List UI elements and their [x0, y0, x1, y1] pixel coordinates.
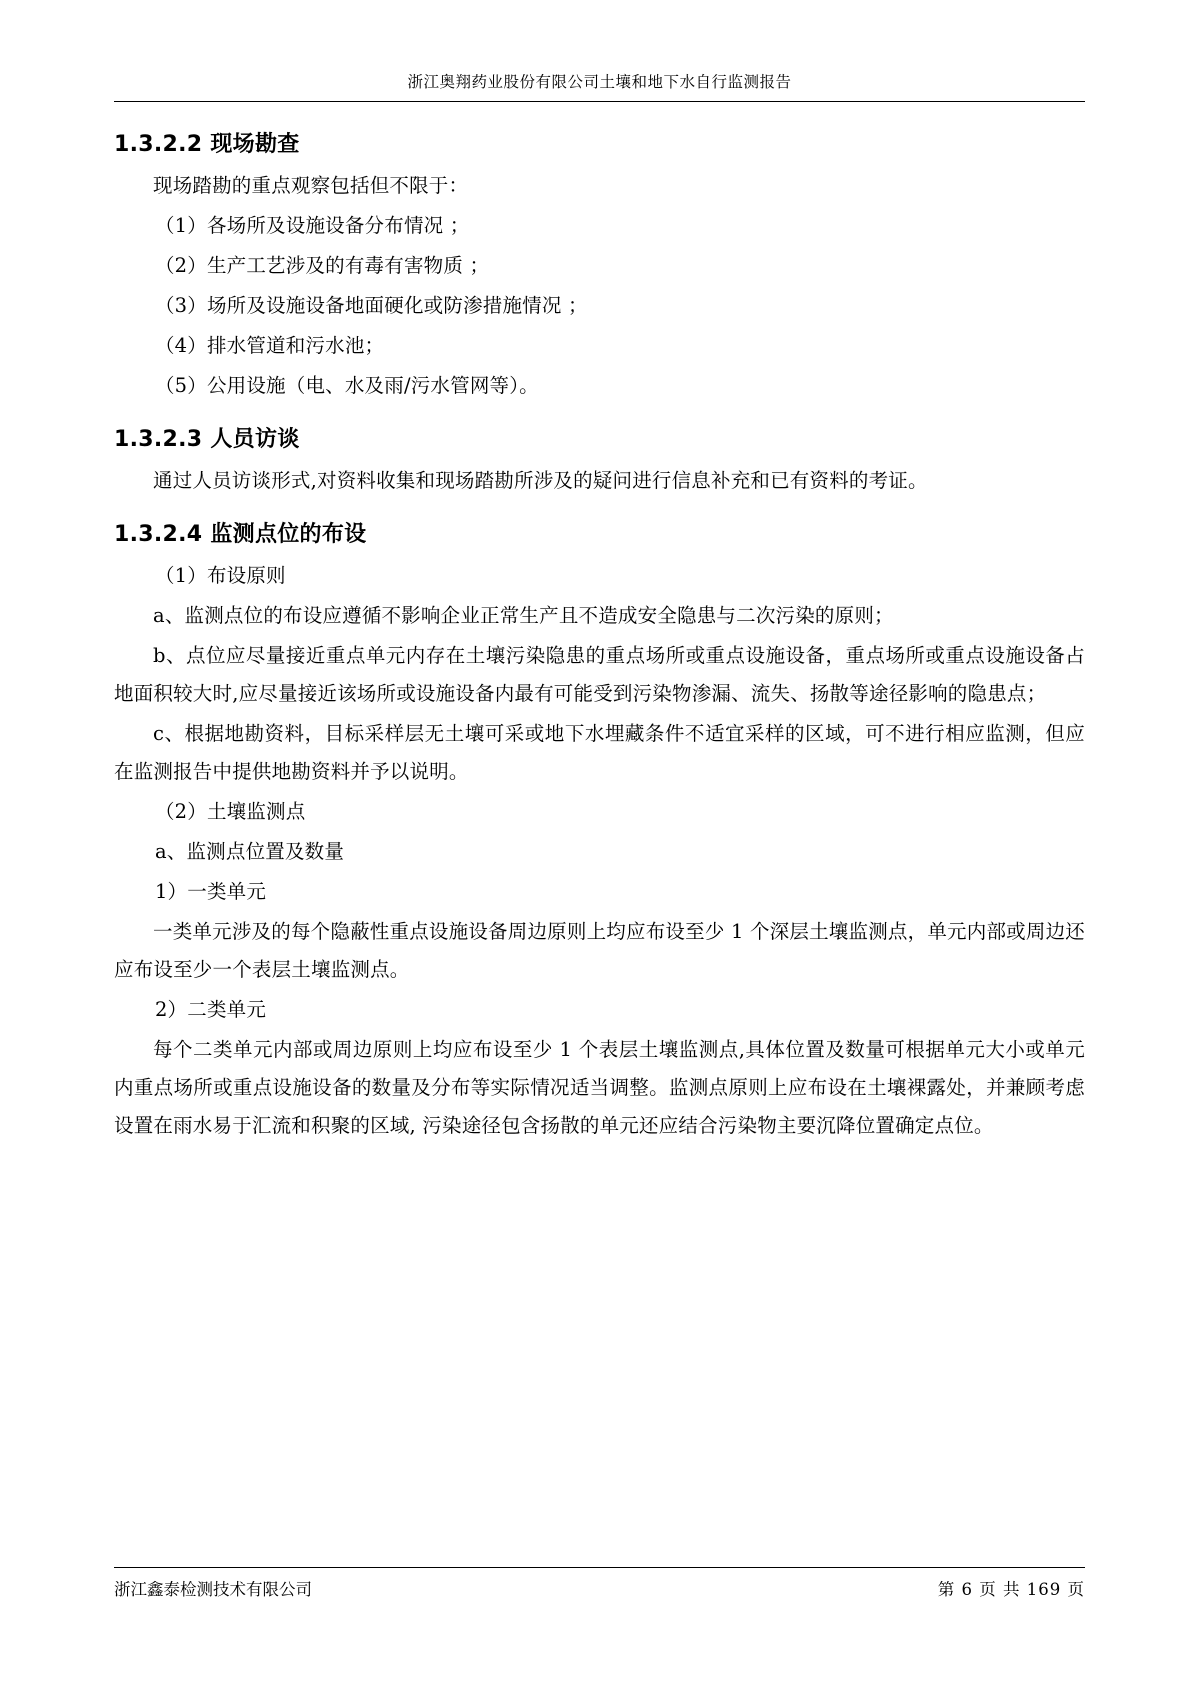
paragraph: 现场踏勘的重点观察包括但不限于： [153, 174, 469, 197]
list-item: （2）土壤监测点 [154, 800, 306, 824]
page-content [114, 70, 1085, 1147]
paragraph: 一类单元涉及的每个隐蔽性重点设施设备周边原则上均应布设至少 1 个深层土壤监测点，单元内部或周边还应布设至少一个表层土壤监测点。 [114, 920, 1085, 982]
page-footer [114, 1567, 1085, 1600]
list-item: （4）排水管道和污水池； [154, 334, 385, 358]
list-item: （2）生产工艺涉及的有毒有害物质 ； [154, 254, 490, 278]
list-item: （5）公用设施（电、水及雨/污水管网等）。 [154, 374, 539, 398]
paragraph: b、点位应尽量接近重点单元内存在土壤污染隐患的重点场所或重点设施设备，重点场所或重点设施设备占地面积较大时,应尽量接近该场所或设施设备内最有可能受到污染物渗漏、流失、扬散等途径影响的隐患点； [114, 644, 1085, 706]
footer-page-prefix: 第 [937, 1580, 956, 1599]
list-item: 1）一类单元 [154, 880, 267, 904]
footer-page-number [938, 1576, 1085, 1600]
list-item: （1）各场所及设施设备分布情况 ； [154, 214, 470, 238]
heading-1-3-2-4: 1.3.2.4 监测点位的布设 [114, 522, 367, 548]
list-item: （3）场所及设施设备地面硬化或防渗措施情况 ； [154, 294, 588, 318]
heading-1-3-2-2: 1.3.2.2 现场勘查 [114, 132, 300, 157]
list-item: a、监测点位置及数量 [154, 840, 345, 864]
footer-company: 浙江鑫泰检测技术有限公司 [114, 1580, 312, 1599]
list-item: （1）布设原则 [154, 564, 286, 588]
paragraph: 通过人员访谈形式,对资料收集和现场踏勘所涉及的疑问进行信息补充和已有资料的考证。 [153, 469, 928, 493]
document-body [114, 102, 1085, 1145]
footer-total-pages: 169 [1026, 1580, 1062, 1599]
paragraph: c、根据地勘资料，目标采样层无土壤可采或地下水埋藏条件不适宜采样的区域，可不进行相应监测，但应在监测报告中提供地勘资料并予以说明。 [114, 722, 1085, 784]
paragraph: a、监测点位的布设应遵循不影响企业正常生产且不造成安全隐患与二次污染的原则； [153, 604, 894, 628]
heading-1-3-2-3: 1.3.2.3 人员访谈 [114, 427, 300, 453]
paragraph: 每个二类单元内部或周边原则上均应布设至少 1 个表层土壤监测点,具体位置及数量可根据单元大小或单元内重点场所或重点设施设备的数量及分布等实际情况适当调整。监测点原则上应布设在土壤裸露处，并兼顾考虑设置在雨水易于汇流和积聚的区域, 污染途径包含扬散的单元还应结合污染物主要沉降位置确定点位。 [114, 1038, 1085, 1138]
list-item: 2）二类单元 [154, 998, 267, 1022]
footer-page-suffix: 页 [1067, 1580, 1085, 1599]
footer-page-mid: 页 共 [979, 1580, 1021, 1599]
page-header: 浙江奥翔药业股份有限公司土壤和地下水自行监测报告 [114, 70, 1085, 102]
footer-current-page: 6 [961, 1580, 973, 1599]
